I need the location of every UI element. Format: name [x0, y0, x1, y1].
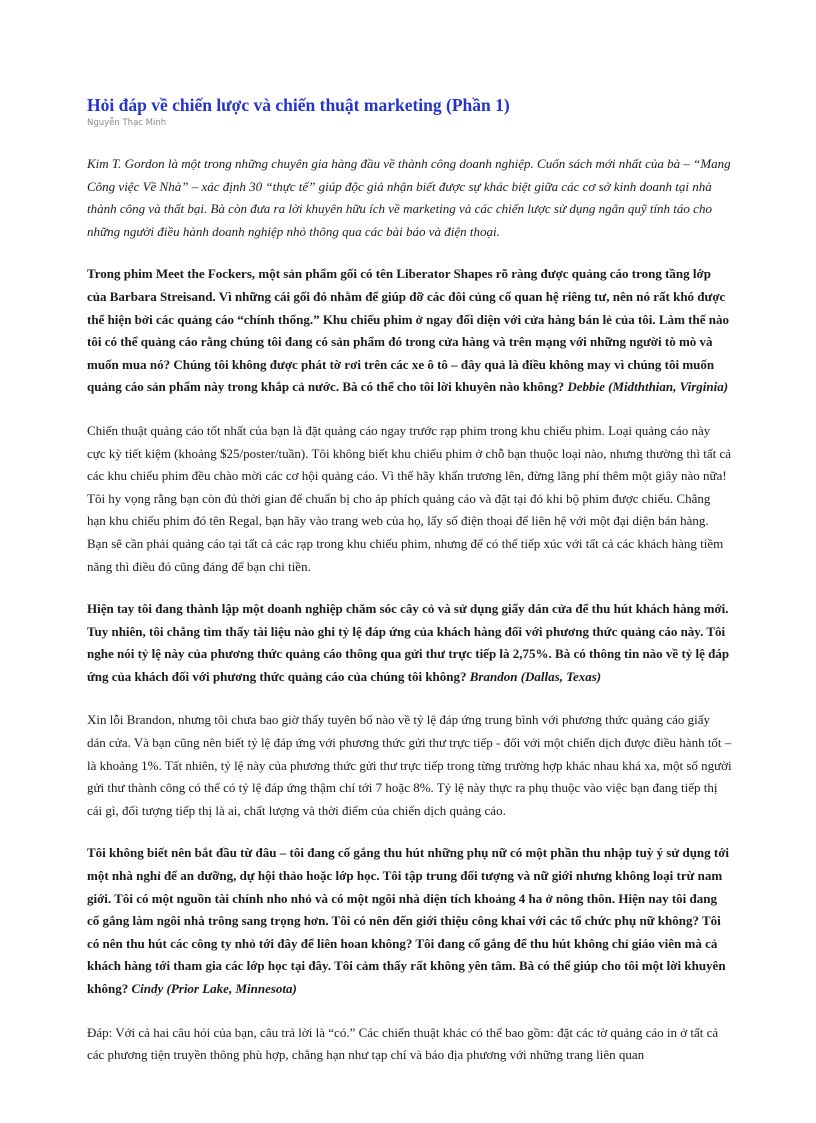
article [87, 94, 732, 1067]
answer-1: Chiến thuật quảng cáo tốt nhất của bạn là đặt quảng cáo ngay trước rạp phim trong khu chiếu phim. Loại quảng cáo này cực kỳ tiết kiệm (khoảng $25/poster/tuần). Tôi không biết khu chiếu phim ở chỗ bạn thuộc loại nào, nhưng thường thì tất cả các khu chiếu phim đều chào mời các cơ hội quảng cáo. Vì thế hãy khẩn trương lên, đừng lãng phí thêm một giây nào nữa! Tôi hy vọng rằng bạn còn đủ thời gian để chuẩn bị cho áp phích quảng cáo và đặt tại đó khi bộ phim được chiếu. Chẳng hạn khu chiếu phim đó tên Regal, bạn hãy vào trang web của họ, lấy số điện thoại để liên hệ với một đại diện bán hàng. Bạn sẽ cần phải quảng cáo tại tất cả các rạp trong khu chiếu phim, nhưng để có thể tiếp xúc với tất cả các khách hàng tiềm năng thì điều đó cũng đáng để bạn chi tiền. [87, 422, 732, 574]
answer-3: Đáp: Với cả hai câu hỏi của bạn, câu trả lời là “có.” Các chiến thuật khác có thể bao gồm: đặt các tờ quảng cáo in ở tất cả các phương tiện truyền thông phù hợp, chẳng hạn như tạp chí và báo địa phương với những trang liên quan [87, 1024, 719, 1063]
article-author: Nguyễn Thạc Minh [87, 118, 167, 128]
question-1 [87, 263, 732, 399]
question-2-text: Hiện tay tôi đang thành lập một doanh nghiệp chăm sóc cây cỏ và sử dụng giấy dán cửa để thu hút khách hàng mới. Tuy nhiên, tôi chẳng tìm thấy tài liệu nào ghi tỷ lệ đáp ứng của khách hàng đối với phương thức quảng cáo này. Tôi nghe nói tỷ lệ này của phương thức quảng cáo thông qua gửi thư trực tiếp là 2,75%. Bà có thông tin nào về tỷ lệ đáp ứng của khách đối với phương thức quảng cáo của chúng tôi không? [87, 601, 730, 684]
question-1-signature: Debbie (Midththian, Virginia) [567, 379, 729, 395]
question-3-signature: Cindy (Prior Lake, Minnesota) [131, 981, 297, 996]
article-title: Hỏi đáp về chiến lược và chiến thuật marketing (Phần 1) [87, 95, 510, 115]
question-3-text: Tôi không biết nên bắt đầu từ đâu – tôi đang cố gắng thu hút những phụ nữ có một phần thu nhập tuỳ ý sử dụng tới một nhà nghỉ để an dưỡng, dự hội thảo hoặc lớp học. Tôi tập trung đối tượng và nữ giới nhưng không loại trừ nam giới. Tôi có một nguồn tài chính nho nhỏ và có một ngôi nhà diện tích khoảng 4 ha ở nông thôn. Hiện nay tôi đang cố gắng làm ngôi nhà trông sang trọng hơn. Tôi có nên đến giới thiệu công khai với các tổ chức phụ nữ không? Tôi có nên thu hút các công ty nhỏ tới đây để liên hoan không? Tôi đang cố gắng để thu hút không chỉ giáo viên mà cả khách hàng tới tham gia các lớp học tại đây. Tôi cảm thấy rất không yên tâm. Bà có thể giúp cho tôi một lời khuyên không? [87, 845, 730, 996]
answer-2: Xin lỗi Brandon, nhưng tôi chưa bao giờ thấy tuyên bố nào về tỷ lệ đáp ứng trung bình với phương thức quảng cáo giấy dán cửa. Và bạn cũng nên biết tỷ lệ đáp ứng với phương thức gửi thư trực tiếp - đối với một chiến dịch được điều hành tốt – là khoảng 1%. Tất nhiên, tỷ lệ này của phương thức gửi thư trực tiếp trong từng trường hợp khác nhau khá xa, một số người gửi thư thành công có thể có tỷ lệ đáp ứng thậm chí tới 7 hoặc 8%. Tỷ lệ này thực ra phụ thuộc vào việc bạn đang tiếp thị cái gì, đối tượng tiếp thị là ai, chất lượng và thời điểm của chiến dịch quảng cáo. [87, 712, 732, 818]
question-3 [87, 842, 732, 1000]
intro-paragraph: Kim T. Gordon là một trong những chuyên gia hàng đầu về thành công doanh nghiệp. Cuốn sách mới nhất của bà – “Mang Công việc Về Nhà” – xác định 30 “thực tế” giúp độc giả nhận biết được sự khác biệt giữa các cơ sở kinh doanh tại nhà thành công và thất bại. Bà còn đưa ra lời khuyên hữu ích về marketing và các chiến lược sử dụng ngân quỹ tính táo cho những người điều hành doanh nghiệp nhỏ thông qua các bài báo và điện thoại. [87, 156, 731, 239]
question-1-text: Trong phim Meet the Fockers, một sản phẩm gối có tên Liberator Shapes rõ ràng được quảng cáo trong tầng lớp của Barbara Streisand. Vì những cái gối đó nhằm để giúp đỡ các đôi củng cố quan hệ riêng tư, nên nó rất khó được thể hiện bởi các quảng cáo “chính thống.” Khu chiếu phim ở ngay đối diện với cửa hàng bán lẻ của tôi. Làm thế nào tôi có thể quảng cáo rằng chúng tôi đang có sản phẩm đó trong cửa hàng và trên mạng với những người tò mò và muốn mua nó? Chúng tôi không được phát tờ rơi trên các xe ô tô – đây quả là điều không may vì chúng tôi muốn quảng cáo sản phẩm này trong khắp cả nước. Bà có thể cho tôi lời khuyên nào không? [87, 266, 729, 395]
question-2-signature: Brandon (Dallas, Texas) [469, 668, 602, 684]
question-2 [87, 598, 732, 688]
